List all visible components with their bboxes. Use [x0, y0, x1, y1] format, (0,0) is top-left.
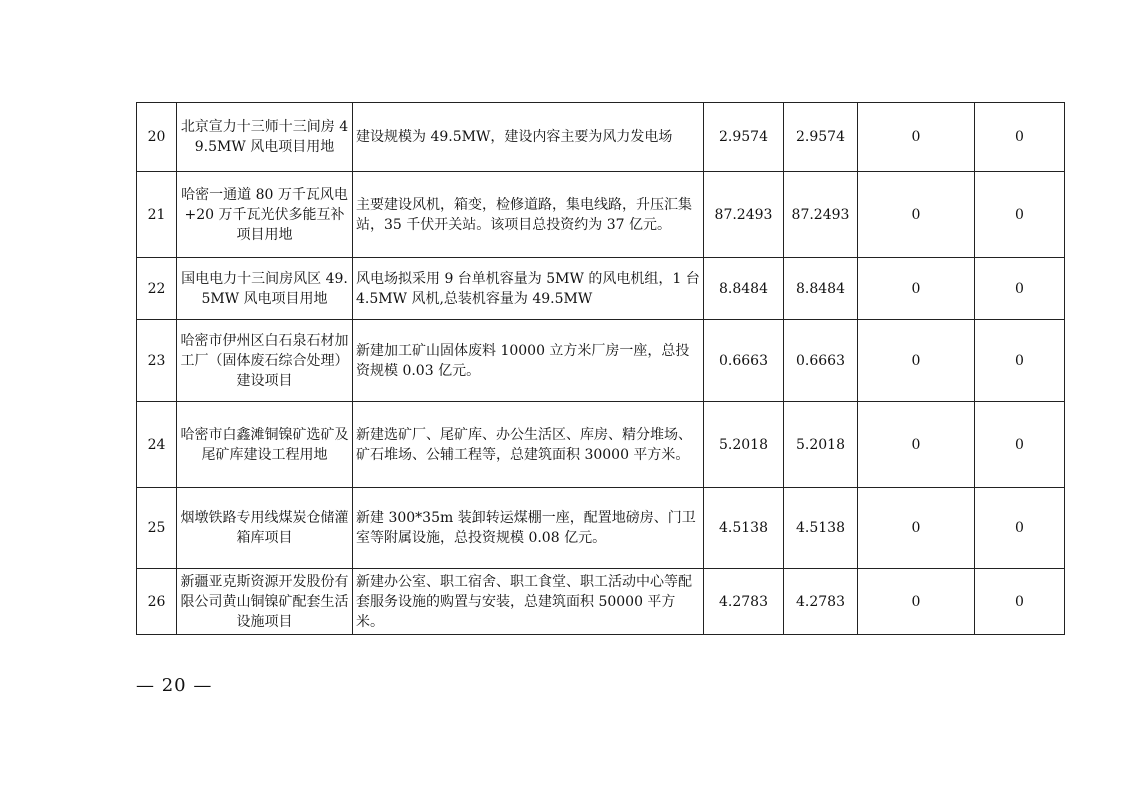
project-name: 哈密市白鑫滩铜镍矿选矿及尾矿库建设工程用地	[177, 402, 353, 488]
value-col-2: 5.2018	[784, 402, 858, 488]
value-col-2: 4.5138	[784, 488, 858, 569]
value-col-2: 2.9574	[784, 103, 858, 172]
table-row	[137, 172, 1065, 258]
value-col-3: 0	[858, 569, 975, 635]
value-col-1: 0.6663	[704, 320, 784, 402]
value-col-2: 0.6663	[784, 320, 858, 402]
value-col-4: 0	[975, 103, 1065, 172]
value-col-2: 4.2783	[784, 569, 858, 635]
project-name: 国电电力十三间房风区 49.5MW 风电项目用地	[177, 258, 353, 320]
table-row	[137, 569, 1065, 635]
value-col-1: 4.2783	[704, 569, 784, 635]
value-col-1: 4.5138	[704, 488, 784, 569]
project-name: 新疆亚克斯资源开发股份有限公司黄山铜镍矿配套生活设施项目	[177, 569, 353, 635]
value-col-1: 2.9574	[704, 103, 784, 172]
table-row	[137, 103, 1065, 172]
project-description: 新建加工矿山固体废料 10000 立方米厂房一座，总投资规模 0.03 亿元。	[353, 320, 704, 402]
value-col-3: 0	[858, 488, 975, 569]
table-row	[137, 320, 1065, 402]
project-description: 建设规模为 49.5MW，建设内容主要为风力发电场	[353, 103, 704, 172]
value-col-4: 0	[975, 172, 1065, 258]
value-col-2: 8.8484	[784, 258, 858, 320]
page-number: — 20 —	[136, 675, 213, 696]
value-col-3: 0	[858, 258, 975, 320]
value-col-3: 0	[858, 103, 975, 172]
project-name: 哈密市伊州区白石泉石材加工厂（固体废石综合处理）建设项目	[177, 320, 353, 402]
value-col-4: 0	[975, 320, 1065, 402]
project-description: 风电场拟采用 9 台单机容量为 5MW 的风电机组，1 台 4.5MW 风机,总装机容量为 49.5MW	[353, 258, 704, 320]
project-name: 烟墩铁路专用线煤炭仓储灌箱库项目	[177, 488, 353, 569]
table-row	[137, 402, 1065, 488]
value-col-3: 0	[858, 172, 975, 258]
table-row	[137, 488, 1065, 569]
row-number: 26	[137, 569, 177, 635]
value-col-1: 87.2493	[704, 172, 784, 258]
value-col-3: 0	[858, 320, 975, 402]
table-row	[137, 258, 1065, 320]
project-description: 新建 300*35m 装卸转运煤棚一座，配置地磅房、门卫室等附属设施，总投资规模 0.08 亿元。	[353, 488, 704, 569]
value-col-3: 0	[858, 402, 975, 488]
row-number: 22	[137, 258, 177, 320]
value-col-1: 5.2018	[704, 402, 784, 488]
value-col-1: 8.8484	[704, 258, 784, 320]
row-number: 20	[137, 103, 177, 172]
project-name: 北京宣力十三师十三间房 49.5MW 风电项目用地	[177, 103, 353, 172]
project-description: 主要建设风机，箱变，检修道路，集电线路，升压汇集站，35 千伏开关站。该项目总投资约为 37 亿元。	[353, 172, 704, 258]
value-col-4: 0	[975, 488, 1065, 569]
value-col-2: 87.2493	[784, 172, 858, 258]
row-number: 25	[137, 488, 177, 569]
project-name: 哈密一通道 80 万千瓦风电+20 万千瓦光伏多能互补项目用地	[177, 172, 353, 258]
row-number: 21	[137, 172, 177, 258]
project-description: 新建选矿厂、尾矿库、办公生活区、库房、精分堆场、矿石堆场、公辅工程等，总建筑面积 30000 平方米。	[353, 402, 704, 488]
project-description: 新建办公室、职工宿舍、职工食堂、职工活动中心等配套服务设施的购置与安装，总建筑面积 50000 平方米。	[353, 569, 704, 635]
land-use-table	[136, 102, 1065, 635]
value-col-4: 0	[975, 402, 1065, 488]
value-col-4: 0	[975, 258, 1065, 320]
row-number: 23	[137, 320, 177, 402]
row-number: 24	[137, 402, 177, 488]
value-col-4: 0	[975, 569, 1065, 635]
